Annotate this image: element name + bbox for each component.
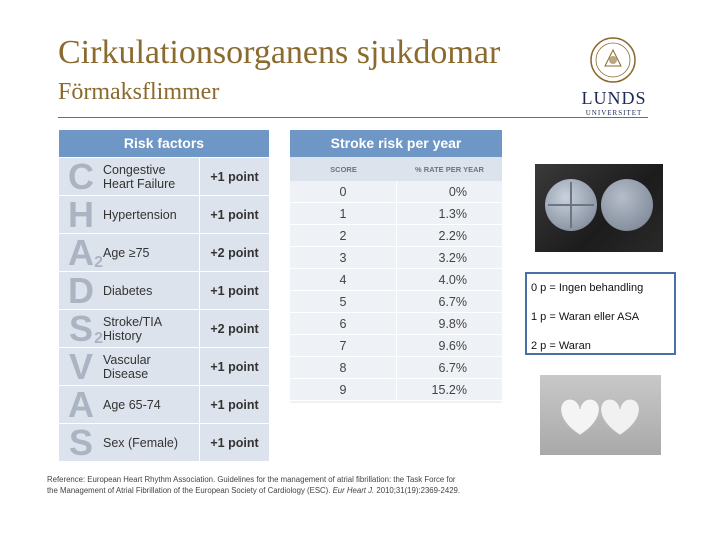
risk-factor-points: +2 point [210,245,259,260]
rate-cell: 9.8% [438,317,467,331]
rate-cell: 3.2% [438,251,467,265]
score-cell: 1 [290,203,397,224]
risk-letter: V [68,346,93,387]
stroke-risk-row [290,203,502,225]
risk-letter: D [68,270,94,311]
aspirin-tablets-photo [535,164,663,252]
treatment-line-0: 0 p = Ingen behandling [531,282,644,294]
stroke-risk-row [290,291,502,313]
stroke-risk-table [290,130,502,403]
treatment-box [525,272,676,355]
reference-journal: Eur Heart J. [332,486,375,495]
risk-factor-label: Congestive Heart Failure [103,158,200,195]
reference-text-2: the Management of Atrial Fibrillation of the European Society of Cardiology (ESC). [47,486,331,495]
score-cell: 2 [290,225,397,246]
score-cell: 4 [290,269,397,290]
score-cell: 9 [290,379,397,400]
university-seal-icon [589,36,637,86]
stroke-risk-row [290,269,502,291]
stroke-risk-row [290,335,502,357]
round-tablet [601,179,653,231]
score-cell: 3 [290,247,397,268]
risk-factor-points: +2 point [210,321,259,336]
stroke-risk-row [290,357,502,379]
risk-factor-row [59,233,269,271]
rate-cell: 6.7% [438,361,467,375]
lund-university-logo [581,36,647,120]
stroke-risk-column-headers [290,157,502,181]
risk-factor-label: Age ≥75 [103,234,200,271]
score-cell: 7 [290,335,397,356]
risk-factor-label: Diabetes [103,272,200,309]
rate-cell: 1.3% [438,207,467,221]
score-cell: 8 [290,357,397,378]
risk-factor-points: +1 point [210,359,259,374]
risk-letter: A 2 [68,232,103,273]
stroke-risk-row [290,181,502,203]
risk-factor-row [59,385,269,423]
rate-cell: 15.2% [431,383,467,397]
risk-letter: C [68,156,94,197]
risk-factor-points: +1 point [210,169,259,184]
risk-factors-table [59,130,269,461]
rate-cell: 9.6% [438,339,467,353]
stroke-risk-row [290,313,502,335]
risk-factor-label: Vascular Disease [103,348,200,385]
treatment-line-2: 2 p = Waran [531,340,591,352]
stroke-risk-header: Stroke risk per year [290,130,502,157]
risk-factor-label: Hypertension [103,196,200,233]
risk-letter: H [68,194,94,235]
scored-tablet [545,179,597,231]
stroke-risk-row [290,225,502,247]
risk-factor-points: +1 point [210,283,259,298]
risk-factor-row [59,157,269,195]
reference-text-1: Reference: European Heart Rhythm Association. Guidelines for the management of atrial fibrillation: the Task Force for [47,475,456,484]
rate-cell: 0% [448,185,467,199]
risk-factor-row [59,271,269,309]
risk-factor-label: Age 65-74 [103,386,200,423]
rate-cell: 2.2% [438,229,467,243]
risk-letter: A [68,384,94,425]
risk-letter: S [68,422,93,463]
rate-column-header: % RATE PER YEAR [415,164,484,174]
rate-cell: 6.7% [438,295,467,309]
risk-factor-row [59,309,269,347]
title-divider [58,117,648,118]
score-cell: 5 [290,291,397,312]
risk-factor-row [59,347,269,385]
risk-factor-points: +1 point [210,397,259,412]
risk-letter-subscript: 2 [94,330,103,347]
score-cell: 6 [290,313,397,334]
rate-cell: 4.0% [438,273,467,287]
risk-factor-label: Stroke/TIA History [103,310,200,347]
risk-letter-subscript: 2 [94,254,103,271]
risk-factor-row [59,195,269,233]
risk-factor-row [59,423,269,461]
slide-subtitle: Förmaksflimmer [58,79,220,105]
logo-name: LUNDS [581,88,647,108]
reference-citation [47,474,517,496]
reference-text-3: 2010;31(19):2369-2429. [376,486,461,495]
risk-factor-label: Sex (Female) [103,424,200,461]
warfarin-tablets-photo [540,375,661,455]
slide-title: Cirkulationsorganens sjukdomar [58,34,501,71]
score-cell: 0 [290,181,397,202]
logo-subname: UNIVERSITET [585,109,643,117]
risk-factors-header: Risk factors [59,130,269,157]
risk-factor-points: +1 point [210,207,259,222]
score-column-header: SCORE [330,164,357,174]
risk-factor-points: +1 point [210,435,259,450]
risk-letter: S 2 [68,308,103,349]
heart-tablets-icon [540,375,661,455]
stroke-risk-row [290,247,502,269]
treatment-line-1: 1 p = Waran eller ASA [531,311,640,323]
stroke-risk-row [290,379,502,401]
